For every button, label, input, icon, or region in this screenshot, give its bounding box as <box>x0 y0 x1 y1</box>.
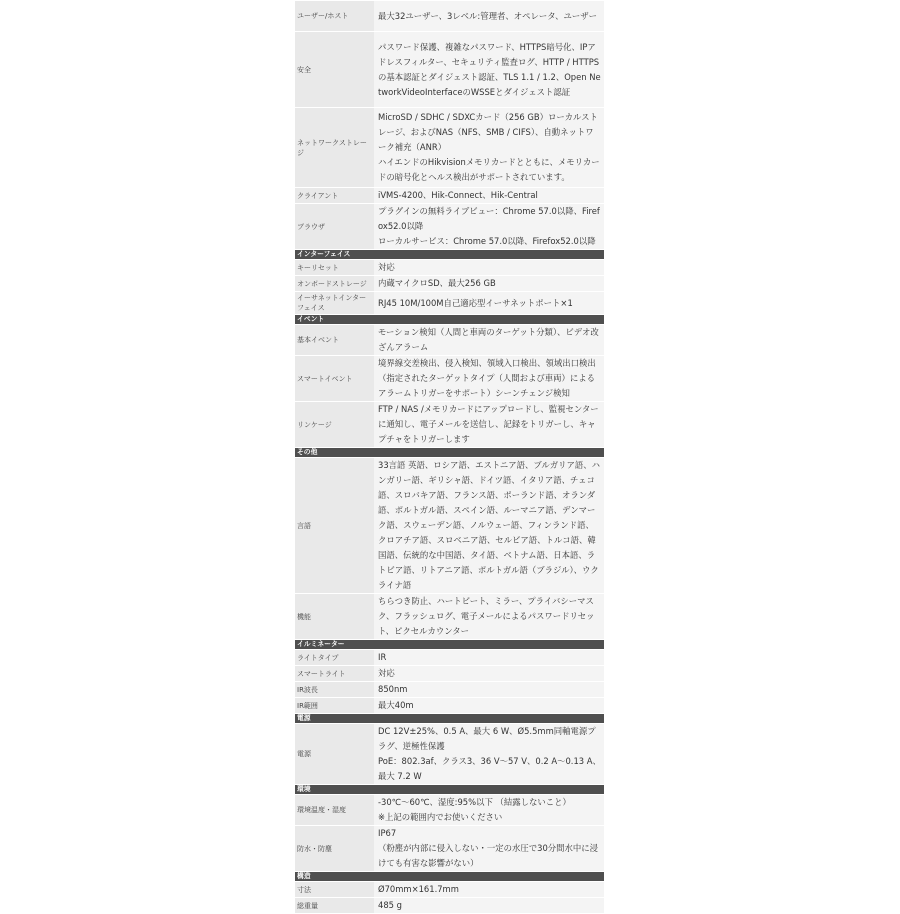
section-header: イベント <box>295 315 604 324</box>
spec-row <box>295 292 604 314</box>
spec-label: ユーザー/ホスト <box>295 1 374 31</box>
spec-value: パスワード保護、複雑なパスワード、HTTPS暗号化、IPアドレスフィルター、セキュリティ監査ログ、HTTP / HTTPSの基本認証とダイジェスト認証、TLS 1.1 / 1.2、Open NetworkVideoInterfaceのWSSEとダイジェスト認証 <box>374 32 604 107</box>
spec-value: 485 g <box>374 898 604 913</box>
spec-row <box>295 108 604 187</box>
spec-row <box>295 826 604 871</box>
spec-value: 内蔵マイクロSD、最大256 GB <box>374 276 604 291</box>
spec-label: IR範囲 <box>295 698 374 713</box>
spec-value: ちらつき防止、ハートビート、ミラー、プライバシーマスク、フラッシュログ、電子メールによるパスワードリセット、ピクセルカウンター <box>374 594 604 639</box>
section-header-row <box>295 714 604 723</box>
spec-table <box>295 0 604 914</box>
spec-row <box>295 666 604 681</box>
spec-value: FTP / NAS /メモリカードにアップロードし、監視センターに通知し、電子メールを送信し、記録をトリガーし、キャプチャをトリガーします <box>374 402 604 447</box>
spec-value: DC 12V±25%、0.5 A、最大 6 W、Ø5.5mm同軸電源プラグ、逆極性保護 PoE：802.3af、クラス3、36 V～57 V、0.2 A～0.13 A、最大 7.2 W <box>374 724 604 784</box>
section-header: 環境 <box>295 785 604 794</box>
spec-value: -30℃～60℃、湿度:95%以下 （結露しないこと） ※上記の範囲内でお使いください <box>374 795 604 825</box>
spec-label: キーリセット <box>295 260 374 275</box>
spec-value: 境界線交差検出、侵入検知、領域入口検出、領域出口検出（指定されたターゲットタイプ（人間および車両）によるアラームトリガーをサポート）シーンチェンジ検知 <box>374 356 604 401</box>
spec-value: Ø70mm×161.7mm <box>374 882 604 897</box>
spec-value: iVMS-4200、Hik-Connect、Hik-Central <box>374 188 604 203</box>
spec-row <box>295 325 604 355</box>
spec-label: オンボードストレージ <box>295 276 374 291</box>
spec-row <box>295 402 604 447</box>
spec-row <box>295 32 604 107</box>
spec-value: 対応 <box>374 666 604 681</box>
spec-row <box>295 260 604 275</box>
spec-value: 33言語 英語、ロシア語、エストニア語、ブルガリア語、ハンガリー語、ギリシャ語、ドイツ語、イタリア語、チェコ語、スロバキア語、フランス語、ポーランド語、オランダ語、ポルトガル語、スペイン語、ルーマニア語、デンマーク語、スウェーデン語、ノルウェー語、フィンランド語、クロアチア語、スロベニア語、セルビア語、トルコ語、韓国語、伝統的な中国語、タイ語、ベトナム語、日本語、ラトビア語、リトアニア語、ポルトガル語（ブラジル）、ウクライナ語 <box>374 458 604 593</box>
spec-row <box>295 682 604 697</box>
section-header-row <box>295 250 604 259</box>
spec-label: ネットワークストレージ <box>295 108 374 187</box>
section-header-row <box>295 785 604 794</box>
spec-label: ブラウザ <box>295 204 374 249</box>
section-header-row <box>295 872 604 881</box>
spec-value: モーション検知（人間と車両のターゲット分類）、ビデオ改ざんアラーム <box>374 325 604 355</box>
section-header: その他 <box>295 448 604 457</box>
spec-label: 言語 <box>295 458 374 593</box>
spec-label: 機能 <box>295 594 374 639</box>
spec-row <box>295 1 604 31</box>
spec-row <box>295 795 604 825</box>
section-header: インターフェイス <box>295 250 604 259</box>
spec-value: IP67 （粉塵が内部に侵入しない・一定の水圧で30分間水中に浸けても有害な影響がない） <box>374 826 604 871</box>
spec-label: 環境温度・湿度 <box>295 795 374 825</box>
spec-label: 防水・防塵 <box>295 826 374 871</box>
spec-value: MicroSD / SDHC / SDXCカード（256 GB）ローカルストレージ、およびNAS（NFS、SMB / CIFS）、自動ネットワーク補充（ANR） ハイエンドのHikvisionメモリカードとともに、メモリカードの暗号化とヘルス検出がサポートされています。 <box>374 108 604 187</box>
spec-row <box>295 356 604 401</box>
spec-label: リンケージ <box>295 402 374 447</box>
spec-row <box>295 698 604 713</box>
section-header-row <box>295 448 604 457</box>
spec-table-body <box>295 1 604 913</box>
spec-value: RJ45 10M/100M自己適応型イーサネットポート×1 <box>374 292 604 314</box>
spec-label: 総重量 <box>295 898 374 913</box>
spec-label: イーサネットインターフェイス <box>295 292 374 314</box>
spec-row <box>295 458 604 593</box>
spec-row <box>295 882 604 897</box>
spec-row <box>295 594 604 639</box>
spec-row <box>295 724 604 784</box>
spec-row <box>295 188 604 203</box>
spec-label: 電源 <box>295 724 374 784</box>
spec-value: 最大40m <box>374 698 604 713</box>
spec-label: クライアント <box>295 188 374 203</box>
spec-row <box>295 204 604 249</box>
spec-label: スマートイベント <box>295 356 374 401</box>
section-header: 電源 <box>295 714 604 723</box>
spec-row <box>295 898 604 913</box>
spec-value: IR <box>374 650 604 665</box>
spec-value: 最大32ユーザー、3レベル:管理者、オペレータ、ユーザー <box>374 1 604 31</box>
spec-value: 850nm <box>374 682 604 697</box>
section-header-row <box>295 315 604 324</box>
spec-value: プラグインの無料ライブビュー：Chrome 57.0以降、Firefox52.0以降 ローカルサービス：Chrome 57.0以降、Firefox52.0以降 <box>374 204 604 249</box>
section-header: 構造 <box>295 872 604 881</box>
spec-label: 基本イベント <box>295 325 374 355</box>
spec-value: 対応 <box>374 260 604 275</box>
spec-label: スマートライト <box>295 666 374 681</box>
spec-label: 安全 <box>295 32 374 107</box>
spec-row <box>295 650 604 665</box>
spec-label: IR波長 <box>295 682 374 697</box>
spec-row <box>295 276 604 291</box>
section-header: イルミネーター <box>295 640 604 649</box>
spec-label: ライトタイプ <box>295 650 374 665</box>
section-header-row <box>295 640 604 649</box>
spec-label: 寸法 <box>295 882 374 897</box>
